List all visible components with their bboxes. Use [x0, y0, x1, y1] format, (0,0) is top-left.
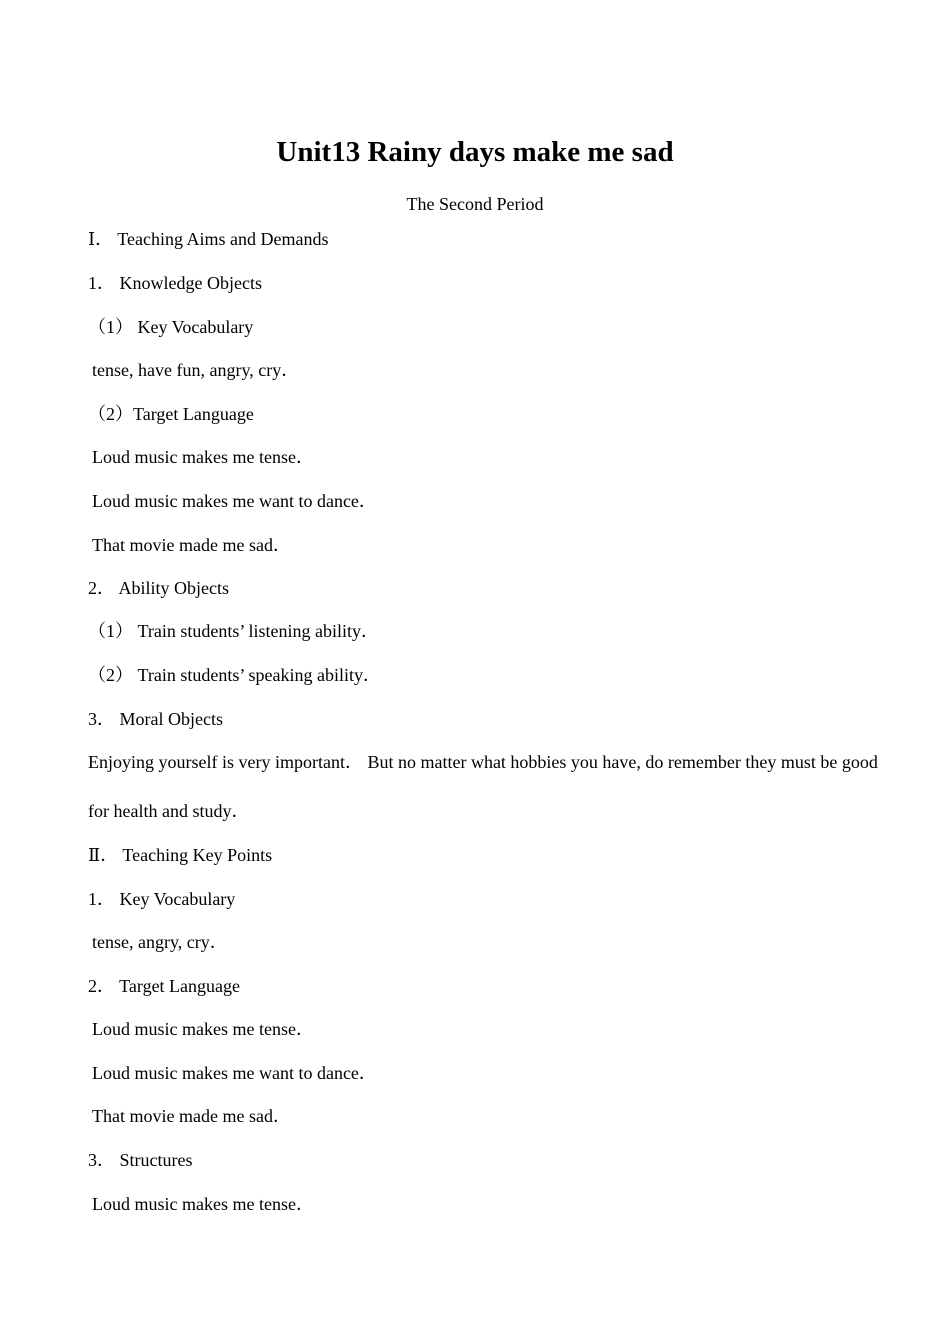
- structures-text: Loud music makes me tense．: [92, 1194, 314, 1214]
- ability-item: （2） Train students’ speaking ability．: [88, 665, 381, 685]
- target-language-line: Loud music makes me want to dance．: [92, 1063, 377, 1083]
- ability-item: （1） Train students’ listening ability．: [88, 621, 379, 641]
- target-language-heading: （2）Target Language: [88, 404, 254, 424]
- moral-objects-paragraph: Enjoying yourself is very important． But no matter what hobbies you have, do remember they must be good for health and study．: [88, 752, 878, 821]
- key-vocabulary-heading: 1． Key Vocabulary: [88, 889, 236, 909]
- target-language-heading: 2． Target Language: [88, 976, 241, 996]
- knowledge-objects-heading: 1． Knowledge Objects: [88, 273, 262, 293]
- moral-objects-heading: 3． Moral Objects: [88, 709, 223, 729]
- section-heading-teaching-key-points: Ⅱ． Teaching Key Points: [88, 845, 273, 865]
- document-title: Unit13 Rainy days make me sad: [276, 136, 674, 168]
- section-heading-teaching-aims: Ⅰ． Teaching Aims and Demands: [88, 229, 329, 249]
- key-vocabulary-heading: （1） Key Vocabulary: [88, 317, 254, 337]
- ability-objects-heading: 2． Ability Objects: [88, 578, 229, 598]
- structures-heading: 3． Structures: [88, 1150, 193, 1170]
- target-language-line: Loud music makes me tense．: [92, 447, 314, 467]
- document-subtitle: The Second Period: [406, 194, 544, 214]
- target-language-line: Loud music makes me want to dance．: [92, 491, 377, 511]
- key-vocabulary-text: tense, angry, cry．: [92, 932, 228, 952]
- key-vocabulary-text: tense, have fun, angry, cry．: [92, 360, 300, 380]
- target-language-line: That movie made me sad．: [92, 535, 291, 555]
- target-language-line: Loud music makes me tense．: [92, 1019, 314, 1039]
- target-language-line: That movie made me sad．: [92, 1106, 291, 1126]
